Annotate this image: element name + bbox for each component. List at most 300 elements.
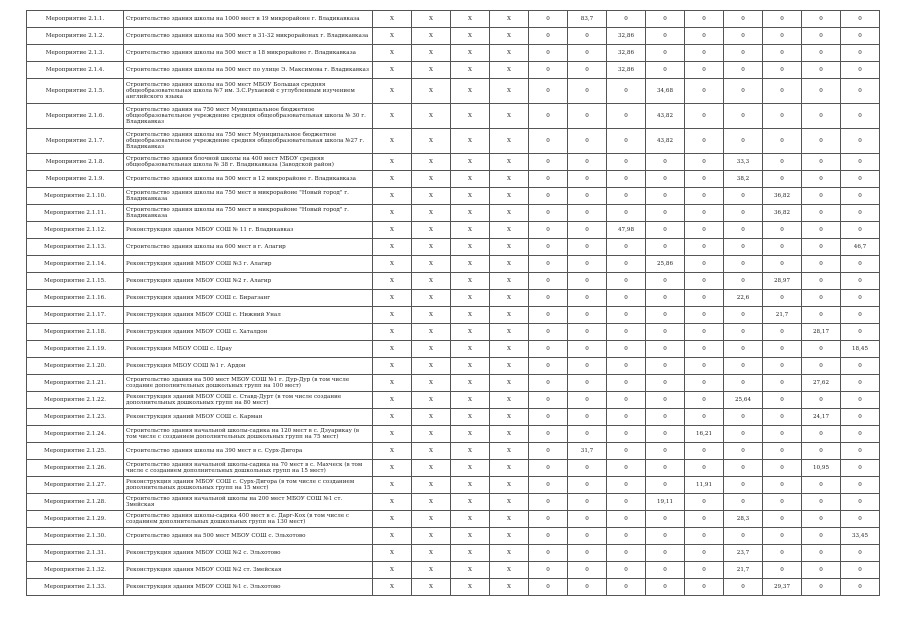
value-cell: X (451, 511, 490, 528)
value-cell: X (373, 477, 412, 494)
value-cell: X (412, 409, 451, 426)
value-cell: 0 (685, 528, 724, 545)
value-cell: 0 (763, 443, 802, 460)
value-cell: X (490, 273, 529, 290)
value-cell: 0 (763, 528, 802, 545)
table-row (27, 28, 880, 45)
value-cell: X (451, 426, 490, 443)
value-cell: 0 (841, 104, 880, 129)
value-cell: 0 (841, 188, 880, 205)
value-cell: 0 (802, 239, 841, 256)
measure-id: Мероприятие 2.1.15. (27, 273, 124, 290)
value-cell: X (490, 222, 529, 239)
value-cell: 0 (763, 79, 802, 104)
table-row (27, 358, 880, 375)
value-cell: 46,7 (841, 239, 880, 256)
value-cell: 0 (529, 494, 568, 511)
value-cell: 0 (841, 460, 880, 477)
value-cell: X (451, 62, 490, 79)
value-cell: 0 (841, 494, 880, 511)
value-cell: X (451, 104, 490, 129)
value-cell: 0 (568, 290, 607, 307)
value-cell: 83,7 (568, 11, 607, 28)
value-cell: 0 (607, 579, 646, 596)
value-cell: 0 (841, 409, 880, 426)
value-cell: 0 (646, 188, 685, 205)
value-cell: 0 (646, 324, 685, 341)
measure-title: Реконструкция МБОУ СОШ с. Црау (124, 341, 373, 358)
value-cell: 0 (724, 307, 763, 324)
value-cell: 0 (568, 188, 607, 205)
value-cell: X (373, 341, 412, 358)
measure-title: Реконструкция здания МБОУ СОШ с. Бирагзанг (124, 290, 373, 307)
value-cell: X (373, 28, 412, 45)
value-cell: X (451, 494, 490, 511)
value-cell: X (373, 358, 412, 375)
value-cell: X (373, 528, 412, 545)
value-cell: 10,95 (802, 460, 841, 477)
table-row (27, 79, 880, 104)
value-cell: 0 (685, 324, 724, 341)
measure-id: Мероприятие 2.1.31. (27, 545, 124, 562)
value-cell: 0 (802, 188, 841, 205)
measure-id: Мероприятие 2.1.2. (27, 28, 124, 45)
value-cell: X (373, 104, 412, 129)
value-cell: 0 (685, 511, 724, 528)
value-cell: 0 (568, 375, 607, 392)
value-cell: X (490, 307, 529, 324)
value-cell: X (490, 188, 529, 205)
value-cell: 0 (529, 205, 568, 222)
value-cell: 0 (685, 375, 724, 392)
value-cell: 0 (685, 79, 724, 104)
value-cell: 0 (802, 154, 841, 171)
value-cell: 0 (646, 443, 685, 460)
value-cell: 18,45 (841, 341, 880, 358)
value-cell: 33,3 (724, 154, 763, 171)
value-cell: 0 (646, 290, 685, 307)
value-cell: X (373, 324, 412, 341)
value-cell: X (490, 28, 529, 45)
measure-title: Строительство здания школы на 750 мест в микрорайоне "Новый город" г. Владикавказа (124, 205, 373, 222)
value-cell: 24,17 (802, 409, 841, 426)
value-cell: 0 (607, 256, 646, 273)
value-cell: X (490, 45, 529, 62)
value-cell: 0 (529, 273, 568, 290)
value-cell: 0 (841, 222, 880, 239)
value-cell: 0 (529, 62, 568, 79)
value-cell: X (373, 375, 412, 392)
value-cell: X (412, 579, 451, 596)
value-cell: X (373, 409, 412, 426)
value-cell: X (490, 528, 529, 545)
value-cell: 0 (529, 460, 568, 477)
measure-id: Мероприятие 2.1.29. (27, 511, 124, 528)
value-cell: 0 (685, 188, 724, 205)
value-cell: 0 (763, 62, 802, 79)
value-cell: 0 (685, 409, 724, 426)
value-cell: X (451, 273, 490, 290)
value-cell: 0 (646, 341, 685, 358)
table-row (27, 511, 880, 528)
table-row (27, 222, 880, 239)
value-cell: 0 (685, 290, 724, 307)
value-cell: 0 (763, 375, 802, 392)
value-cell: 0 (529, 188, 568, 205)
value-cell: 0 (724, 205, 763, 222)
value-cell: X (412, 511, 451, 528)
table-row (27, 460, 880, 477)
value-cell: X (412, 104, 451, 129)
value-cell: 0 (724, 494, 763, 511)
measure-id: Мероприятие 2.1.6. (27, 104, 124, 129)
value-cell: 43,82 (646, 104, 685, 129)
value-cell: 0 (607, 528, 646, 545)
measure-id: Мероприятие 2.1.27. (27, 477, 124, 494)
value-cell: 0 (568, 104, 607, 129)
value-cell: X (412, 307, 451, 324)
measure-id: Мероприятие 2.1.17. (27, 307, 124, 324)
value-cell: 0 (568, 62, 607, 79)
measure-id: Мероприятие 2.1.26. (27, 460, 124, 477)
measure-title: Строительство здания начальной школы-садика на 70 мест в с. Махческ (в том числе с созданием дополнительных дошкольных групп на 15 мест) (124, 460, 373, 477)
value-cell: 0 (802, 562, 841, 579)
value-cell: X (490, 358, 529, 375)
value-cell: X (373, 562, 412, 579)
value-cell: X (412, 188, 451, 205)
value-cell: 38,2 (724, 171, 763, 188)
measure-id: Мероприятие 2.1.3. (27, 45, 124, 62)
value-cell: 0 (841, 545, 880, 562)
value-cell: X (412, 45, 451, 62)
value-cell: 0 (685, 104, 724, 129)
value-cell: 0 (529, 256, 568, 273)
value-cell: 0 (568, 579, 607, 596)
table-row (27, 239, 880, 256)
measure-title: Реконструкция зданий МБОУ СОШ с. Карман (124, 409, 373, 426)
value-cell: 0 (763, 392, 802, 409)
value-cell: 0 (607, 154, 646, 171)
value-cell: 0 (529, 392, 568, 409)
value-cell: 0 (568, 477, 607, 494)
value-cell: 0 (841, 324, 880, 341)
value-cell: 0 (568, 511, 607, 528)
table-row (27, 562, 880, 579)
value-cell: X (490, 205, 529, 222)
value-cell: 0 (685, 239, 724, 256)
value-cell: 0 (529, 341, 568, 358)
value-cell: 0 (607, 562, 646, 579)
value-cell: 0 (724, 104, 763, 129)
value-cell: 0 (607, 443, 646, 460)
value-cell: X (490, 375, 529, 392)
value-cell: 0 (802, 545, 841, 562)
table-row (27, 290, 880, 307)
value-cell: X (490, 11, 529, 28)
value-cell: X (490, 171, 529, 188)
value-cell: 0 (841, 205, 880, 222)
value-cell: 0 (568, 460, 607, 477)
value-cell: 0 (568, 273, 607, 290)
value-cell: 0 (841, 28, 880, 45)
table-row (27, 324, 880, 341)
value-cell: 0 (568, 409, 607, 426)
value-cell: X (490, 392, 529, 409)
value-cell: 0 (646, 222, 685, 239)
value-cell: 0 (802, 341, 841, 358)
value-cell: X (490, 256, 529, 273)
measure-id: Мероприятие 2.1.16. (27, 290, 124, 307)
value-cell: 23,7 (724, 545, 763, 562)
value-cell: 0 (763, 11, 802, 28)
measure-id: Мероприятие 2.1.1. (27, 11, 124, 28)
table-row (27, 45, 880, 62)
measure-id: Мероприятие 2.1.12. (27, 222, 124, 239)
measure-title: Строительство здания школы на 390 мест в с. Сурх-Дигора (124, 443, 373, 460)
value-cell: 0 (802, 494, 841, 511)
value-cell: 0 (607, 188, 646, 205)
value-cell: 0 (802, 307, 841, 324)
value-cell: 19,11 (646, 494, 685, 511)
value-cell: 0 (763, 104, 802, 129)
measure-id: Мероприятие 2.1.11. (27, 205, 124, 222)
value-cell: 0 (724, 426, 763, 443)
value-cell: 0 (646, 409, 685, 426)
value-cell: X (373, 256, 412, 273)
value-cell: 21,7 (724, 562, 763, 579)
value-cell: 0 (685, 129, 724, 154)
value-cell: 0 (763, 511, 802, 528)
value-cell: 31,7 (568, 443, 607, 460)
measure-id: Мероприятие 2.1.23. (27, 409, 124, 426)
value-cell: X (412, 28, 451, 45)
value-cell: X (412, 477, 451, 494)
value-cell: 0 (724, 129, 763, 154)
value-cell: 0 (568, 45, 607, 62)
value-cell: X (451, 409, 490, 426)
value-cell: 0 (724, 460, 763, 477)
measure-title: Строительство здания школы на 500 мест по улице Э. Максимова г. Владикавказ (124, 62, 373, 79)
measure-id: Мероприятие 2.1.24. (27, 426, 124, 443)
table-row (27, 256, 880, 273)
value-cell: X (373, 511, 412, 528)
value-cell: 0 (646, 562, 685, 579)
value-cell: X (373, 79, 412, 104)
measure-id: Мероприятие 2.1.30. (27, 528, 124, 545)
measure-id: Мероприятие 2.1.28. (27, 494, 124, 511)
value-cell: X (373, 11, 412, 28)
value-cell: 0 (802, 104, 841, 129)
table-row (27, 392, 880, 409)
value-cell: 0 (685, 273, 724, 290)
measure-id: Мероприятие 2.1.10. (27, 188, 124, 205)
value-cell: 0 (646, 11, 685, 28)
value-cell: X (412, 11, 451, 28)
value-cell: 0 (529, 409, 568, 426)
value-cell: 0 (685, 562, 724, 579)
value-cell: 0 (724, 579, 763, 596)
value-cell: 0 (568, 222, 607, 239)
measure-title: Реконструкция здания МБОУ СОШ №2 с. Эльхотово (124, 545, 373, 562)
value-cell: X (373, 171, 412, 188)
value-cell: X (412, 171, 451, 188)
value-cell: 11,91 (685, 477, 724, 494)
measure-id: Мероприятие 2.1.4. (27, 62, 124, 79)
document-page (26, 10, 879, 596)
measure-id: Мероприятие 2.1.33. (27, 579, 124, 596)
value-cell: 0 (724, 239, 763, 256)
value-cell: X (451, 205, 490, 222)
value-cell: 0 (724, 528, 763, 545)
value-cell: 0 (841, 62, 880, 79)
value-cell: 0 (607, 375, 646, 392)
table-row (27, 341, 880, 358)
measure-title: Реконструкция зданий МБОУ СОШ №3 г. Алагир (124, 256, 373, 273)
value-cell: 0 (607, 307, 646, 324)
value-cell: 0 (841, 171, 880, 188)
value-cell: X (412, 545, 451, 562)
value-cell: 0 (724, 222, 763, 239)
measure-title: Реконструкция здания МБОУ СОШ с. Сурх-Дигора (в том числе с созданием дополнительных дошкольных групп на 15 мест) (124, 477, 373, 494)
value-cell: 25,64 (724, 392, 763, 409)
value-cell: 0 (685, 307, 724, 324)
value-cell: X (451, 290, 490, 307)
value-cell: X (490, 579, 529, 596)
value-cell: 0 (529, 528, 568, 545)
measure-title: Строительство здания школы на 600 мест в г. Алагир (124, 239, 373, 256)
value-cell: 0 (802, 528, 841, 545)
value-cell: 0 (841, 579, 880, 596)
value-cell: 0 (646, 579, 685, 596)
value-cell: 43,82 (646, 129, 685, 154)
value-cell: X (451, 45, 490, 62)
table-row (27, 104, 880, 129)
value-cell: 0 (841, 477, 880, 494)
value-cell: X (490, 239, 529, 256)
value-cell: X (451, 443, 490, 460)
measure-title: Строительство здания школы на 500 мест в 12 микрорайоне г. Владикавказа (124, 171, 373, 188)
value-cell: X (451, 562, 490, 579)
value-cell: 0 (568, 205, 607, 222)
value-cell: X (451, 11, 490, 28)
value-cell: 0 (685, 62, 724, 79)
measure-title: Строительство здания школы-садика 400 мест в с. Дарг-Кох (в том числе с созданием дополнительных дошкольных групп на 130 мест) (124, 511, 373, 528)
value-cell: 0 (724, 358, 763, 375)
value-cell: X (490, 562, 529, 579)
value-cell: 0 (802, 79, 841, 104)
measure-title: Реконструкция зданий МБОУ СОШ с. Ставд-Дурт (в том числе создание дополнительных дошкольных групп на 80 мест) (124, 392, 373, 409)
value-cell: 0 (763, 426, 802, 443)
value-cell: 0 (685, 392, 724, 409)
value-cell: 0 (763, 28, 802, 45)
value-cell: 0 (607, 205, 646, 222)
table-row (27, 579, 880, 596)
value-cell: 0 (607, 358, 646, 375)
value-cell: 0 (607, 290, 646, 307)
value-cell: X (412, 562, 451, 579)
value-cell: 0 (763, 562, 802, 579)
value-cell: X (373, 45, 412, 62)
value-cell: 0 (763, 545, 802, 562)
value-cell: 0 (568, 528, 607, 545)
value-cell: 0 (763, 409, 802, 426)
value-cell: 0 (724, 28, 763, 45)
measure-title: Строительство здания школы на 750 мест в микрорайоне "Новый город" г. Владикавказа (124, 188, 373, 205)
value-cell: 0 (568, 256, 607, 273)
value-cell: 0 (529, 477, 568, 494)
measure-title: Реконструкция здания МБОУ СОШ № 11 г. Владикавказ (124, 222, 373, 239)
value-cell: 0 (529, 443, 568, 460)
value-cell: X (451, 545, 490, 562)
value-cell: X (451, 307, 490, 324)
value-cell: 22,6 (724, 290, 763, 307)
value-cell: X (412, 460, 451, 477)
value-cell: 0 (568, 545, 607, 562)
measure-id: Мероприятие 2.1.21. (27, 375, 124, 392)
value-cell: 0 (802, 45, 841, 62)
value-cell: X (490, 79, 529, 104)
measure-id: Мероприятие 2.1.8. (27, 154, 124, 171)
value-cell: 0 (607, 426, 646, 443)
measure-title: Реконструкция здания МБОУ СОШ с. Хаталдон (124, 324, 373, 341)
value-cell: 0 (841, 562, 880, 579)
measure-id: Мероприятие 2.1.22. (27, 392, 124, 409)
value-cell: 0 (646, 460, 685, 477)
value-cell: 0 (607, 409, 646, 426)
value-cell: 0 (724, 477, 763, 494)
value-cell: 0 (802, 222, 841, 239)
value-cell: X (490, 494, 529, 511)
measure-id: Мероприятие 2.1.9. (27, 171, 124, 188)
value-cell: 0 (685, 579, 724, 596)
value-cell: X (490, 290, 529, 307)
value-cell: 0 (763, 45, 802, 62)
value-cell: X (451, 239, 490, 256)
value-cell: 0 (802, 443, 841, 460)
value-cell: X (490, 460, 529, 477)
value-cell: 0 (529, 45, 568, 62)
value-cell: 0 (763, 222, 802, 239)
value-cell: 0 (568, 392, 607, 409)
value-cell: 0 (841, 290, 880, 307)
value-cell: X (451, 324, 490, 341)
value-cell: 0 (646, 528, 685, 545)
measure-id: Мероприятие 2.1.5. (27, 79, 124, 104)
value-cell: X (373, 307, 412, 324)
table-row (27, 62, 880, 79)
value-cell: 0 (724, 79, 763, 104)
value-cell: 28,97 (763, 273, 802, 290)
value-cell: X (451, 256, 490, 273)
value-cell: 0 (529, 290, 568, 307)
table-row (27, 273, 880, 290)
value-cell: 0 (568, 494, 607, 511)
measure-title: Реконструкция МБОУ СОШ №1 г. Ардон (124, 358, 373, 375)
measure-id: Мероприятие 2.1.18. (27, 324, 124, 341)
value-cell: X (412, 392, 451, 409)
value-cell: X (412, 62, 451, 79)
value-cell: 0 (568, 307, 607, 324)
value-cell: X (373, 129, 412, 154)
value-cell: 28,17 (802, 324, 841, 341)
value-cell: 0 (841, 79, 880, 104)
value-cell: X (412, 79, 451, 104)
measure-id: Мероприятие 2.1.7. (27, 129, 124, 154)
value-cell: 0 (568, 129, 607, 154)
value-cell: 0 (763, 239, 802, 256)
value-cell: X (373, 154, 412, 171)
value-cell: X (412, 324, 451, 341)
